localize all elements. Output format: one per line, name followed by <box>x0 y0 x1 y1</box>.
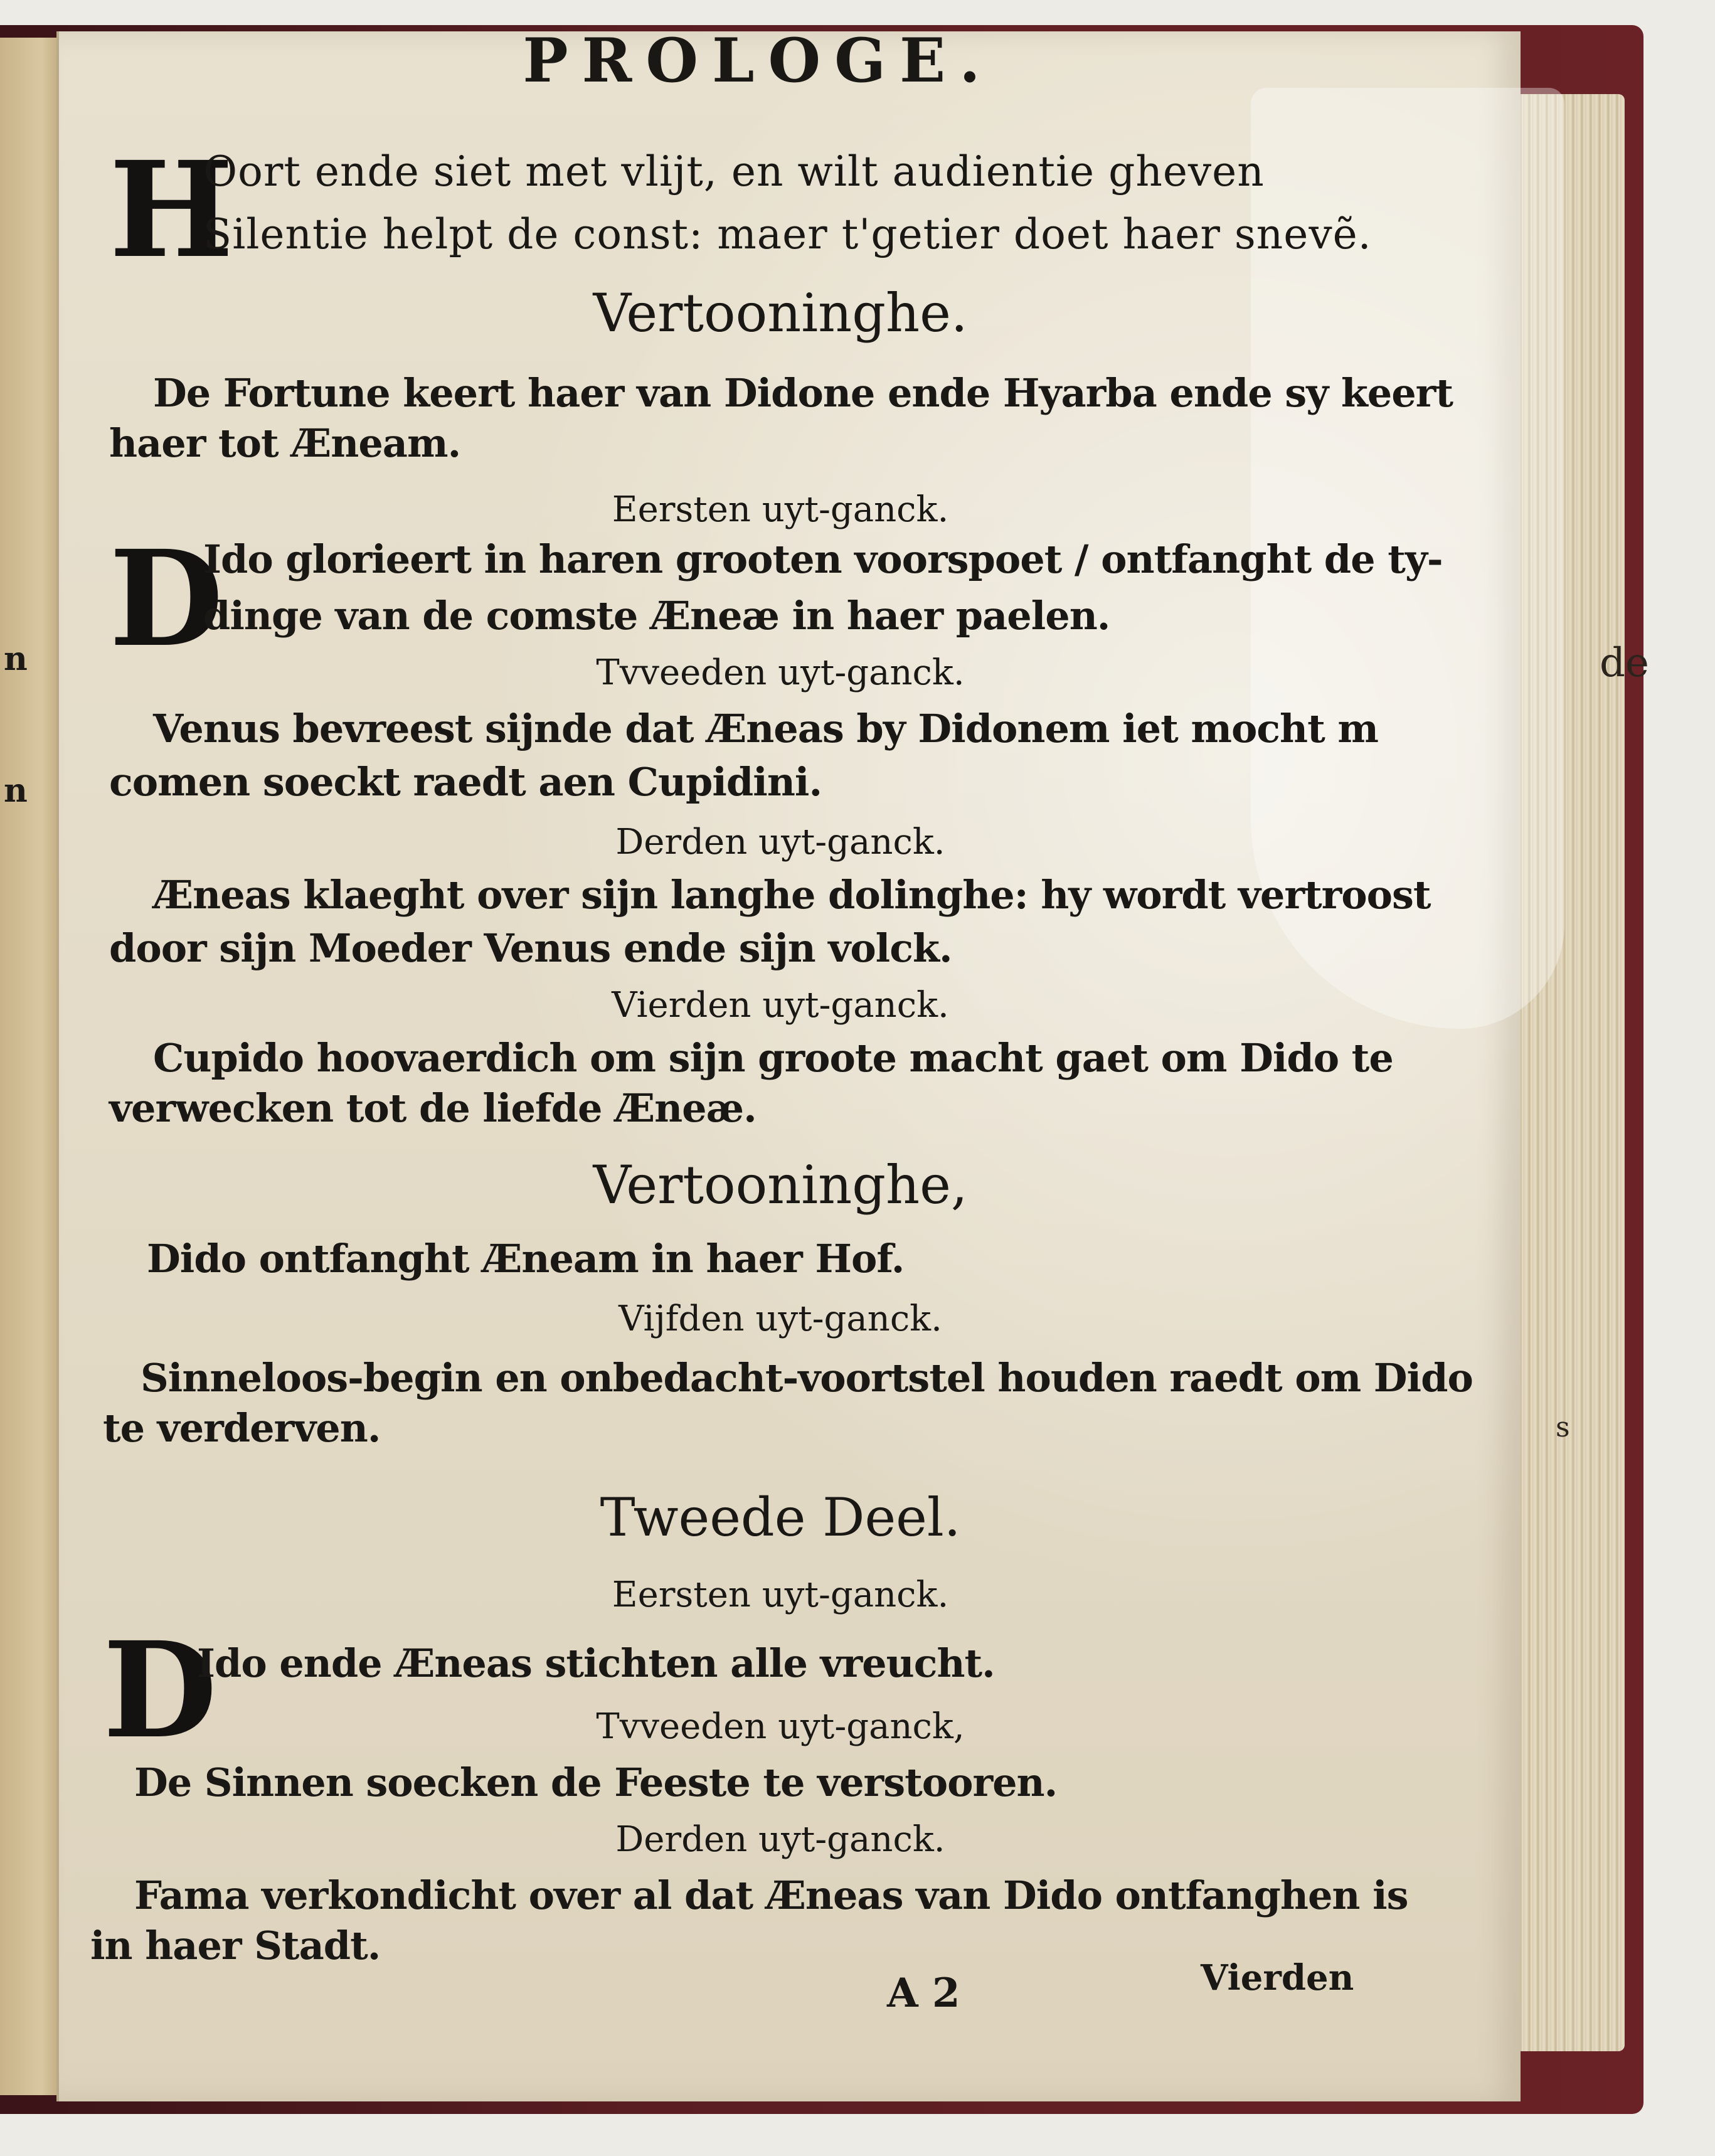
text-line: verwecken tot de liefde Æneæ. <box>109 1085 757 1131</box>
section-heading: Vertooninghe. <box>593 282 968 344</box>
text-line: Fama verkondicht over al dat Æneas van Dido ontfanghen is <box>134 1872 1408 1918</box>
page-title: PROLOGE. <box>523 25 994 96</box>
left-page-fragment: n <box>4 772 28 810</box>
part-heading: Tweede Deel. <box>600 1487 961 1548</box>
scene-heading: Vierden uyt-ganck. <box>612 985 949 1026</box>
scene-heading: Vijfden uyt-ganck. <box>619 1298 942 1339</box>
drop-cap: D <box>109 521 224 676</box>
edge-fragment: s <box>1556 1411 1570 1443</box>
text-line: Ido ende Æneas stichten alle vreucht. <box>197 1640 995 1686</box>
section-heading: Vertooninghe, <box>593 1154 968 1216</box>
scene-heading: Eersten uyt-ganck. <box>612 1575 949 1615</box>
edge-fragment: de <box>1600 640 1649 686</box>
prologue-line: Oort ende siet met vlijt, en wilt audientie gheven <box>203 147 1265 196</box>
drop-cap: D <box>103 1613 218 1768</box>
signature-mark: A 2 <box>887 1970 960 2017</box>
left-page-fragment: n <box>4 640 28 678</box>
text-line: te verderven. <box>103 1405 381 1451</box>
text-line: Ido glorieert in haren grooten voorspoet / ontfanght de ty- <box>203 536 1443 582</box>
scene-heading: Derden uyt-ganck. <box>615 822 945 863</box>
printed-page <box>56 25 1521 2101</box>
prologue-line: Silentie helpt de const: maer t'getier doet haer snevẽ. <box>203 210 1372 258</box>
scene-heading: Tvveeden uyt-ganck. <box>596 652 965 693</box>
text-line: De Fortune keert haer van Didone ende Hyarba ende sy keert <box>153 370 1453 416</box>
text-line: Dido ontfanght Æneam in haer Hof. <box>147 1236 905 1282</box>
text-line: in haer Stadt. <box>90 1923 381 1968</box>
scene-heading: Eersten uyt-ganck. <box>612 489 949 530</box>
text-line: Æneas klaeght over sijn langhe dolinghe: hy wordt vertroost <box>153 872 1431 918</box>
scene-heading: Derden uyt-ganck. <box>615 1819 945 1860</box>
text-line: Sinneloos-begin en onbedacht-voortstel houden raedt om Dido <box>141 1355 1473 1401</box>
text-line: De Sinnen soecken de Feeste te verstooren. <box>134 1760 1058 1805</box>
text-line: haer tot Æneam. <box>109 420 461 466</box>
text-line: Cupido hoovaerdich om sijn groote macht gaet om Dido te <box>153 1035 1393 1081</box>
scene-heading: Tvveeden uyt-ganck, <box>596 1706 965 1747</box>
page-text <box>59 25 1521 2101</box>
text-line: dinge van de comste Æneæ in haer paelen. <box>203 593 1110 639</box>
catchword: Vierden <box>1201 1957 1354 1999</box>
text-line: comen soeckt raedt aen Cupidini. <box>109 759 822 805</box>
drop-cap: H <box>109 132 234 287</box>
text-line: Venus bevreest sijnde dat Æneas by Didonem iet mocht m <box>153 706 1378 751</box>
text-line: door sijn Moeder Venus ende sijn volck. <box>109 925 952 971</box>
